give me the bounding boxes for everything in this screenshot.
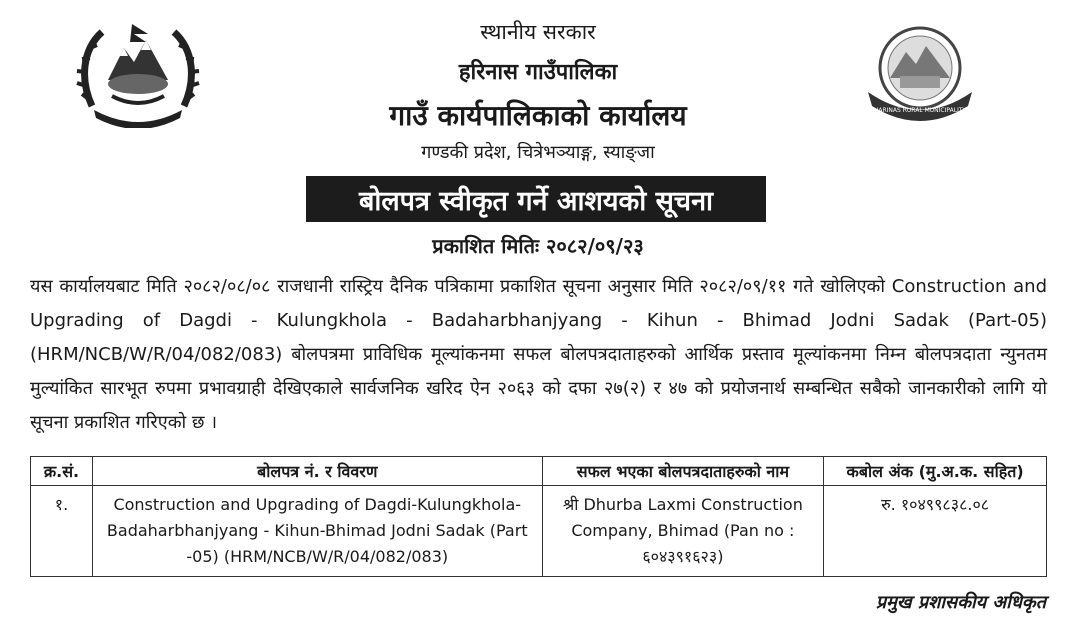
table-row bbox=[31, 486, 1047, 577]
table-header-row bbox=[31, 457, 1047, 486]
col-header-sn: क्र.सं. bbox=[31, 457, 93, 486]
cell-bidder: श्री Dhurba Laxmi Construction Company, Bhimad (Pan no : ६०४३९१६२३) bbox=[542, 486, 824, 577]
notice-body-paragraph: यस कार्यालयबाट मिति २०८२/०८/०८ राजधानी रास्ट्रिय दैनिक पत्रिकामा प्रकाशित सूचना अनुसार मिति २०८२/०९/११ गते खोलिएको Construction and Upgrading of Dagdi - Kulungkhola - Badaharbhanjyang - Kihun - Bhimad Jodni Sadak (Part-05) (HRM/NCB/W/R/04/082/083) बोलपत्रमा प्राविधिक मूल्यांकनमा सफल बोलपत्रदाताहरुको आर्थिक प्रस्ताव मूल्यांकनमा निम्न बोलपत्रदाता न्युनतम मुल्यांकित सारभूत रुपमा प्रभावग्राही देखिएकाले सार्वजनिक खरिद ऐन २०६३ को दफा २७(२) र ४७ को प्रयोजनार्थ सम्बन्धित सबैको जानकारीको लागि यो सूचना प्रकाशित गरिएको छ । bbox=[30, 276, 1047, 433]
header-address: गण्डकी प्रदेश, चित्रेभञ्याङ्ग, स्याङ्जा bbox=[421, 142, 655, 163]
award-table bbox=[30, 456, 1047, 577]
svg-text:HARINAS RURAL MUNICIPALITY: HARINAS RURAL MUNICIPALITY bbox=[873, 107, 967, 114]
col-header-amount: कबोल अंक (मु.अ.क. सहित) bbox=[824, 457, 1047, 486]
published-date: प्रकाशित मितिः २०८२/०९/२३ bbox=[432, 234, 644, 258]
notice-title: बोलपत्र स्वीकृत गर्ने आशयको सूचना bbox=[306, 176, 766, 222]
nepal-emblem-icon bbox=[72, 10, 204, 128]
col-header-description: बोलपत्र नं. र विवरण bbox=[92, 457, 542, 486]
col-header-bidder: सफल भएका बोलपत्रदाताहरुको नाम bbox=[542, 457, 824, 486]
signature-officer-title: प्रमुख प्रशासकीय अधिकृत bbox=[875, 592, 1046, 613]
municipality-logo-icon bbox=[860, 20, 980, 130]
cell-amount: रु. १०४९९८३८.०८ bbox=[824, 486, 1047, 577]
header-municipality-name: हरिनास गाउँपालिका bbox=[458, 60, 618, 85]
cell-description: Construction and Upgrading of Dagdi-Kulungkhola-Badaharbhanjyang - Kihun-Bhimad Jodni Sadak (Part -05) (HRM/NCB/W/R/04/082/083) bbox=[92, 486, 542, 577]
header-office-name: गाउँ कार्यपालिकाको कार्यालय bbox=[389, 99, 687, 132]
cell-sn: १. bbox=[31, 486, 93, 577]
header-local-government: स्थानीय सरकार bbox=[480, 20, 596, 44]
